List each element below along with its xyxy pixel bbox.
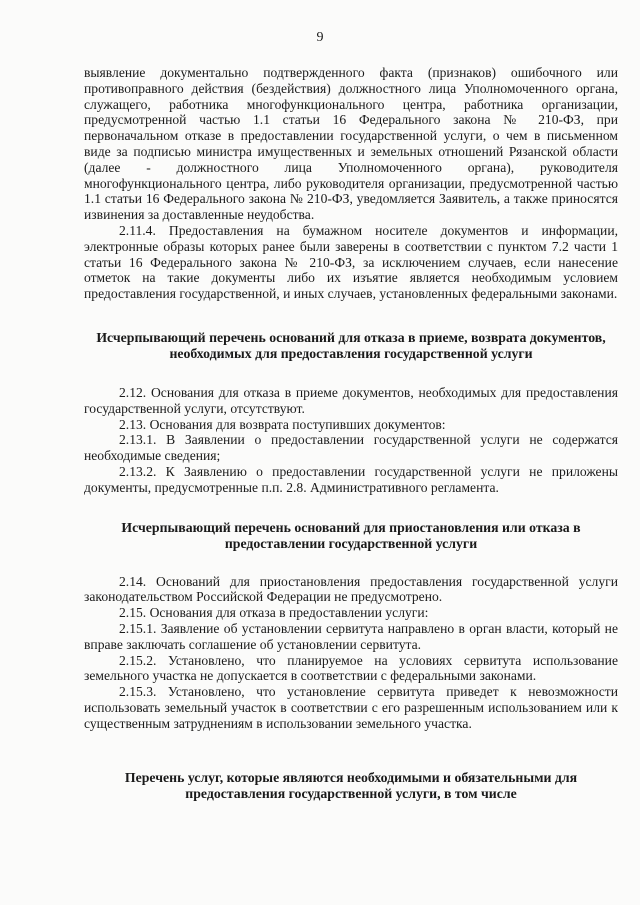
section-heading-suspension-refusal: Исчерпывающий перечень оснований для приостановления или отказа в предоставлении государственной услуги — [121, 519, 581, 551]
paragraph-2-13: 2.13. Основания для возврата поступивших документов: — [119, 416, 446, 432]
page-number: 9 — [316, 30, 324, 45]
section-heading-required-services: Перечень услуг, которые являются необходимыми и обязательными для предоставления государственной услуги, в том числе — [124, 769, 578, 801]
paragraph-2-12: 2.12. Основания для отказа в приеме документов, необходимых для предоставления государственной услуги, отсутствуют. — [84, 384, 618, 416]
paragraph-2-15-2: 2.15.2. Установлено, что планируемое на условиях сервитута использование земельного участка не допускается в соответствии с федеральными законами. — [84, 652, 618, 684]
paragraph-2-15-1: 2.15.1. Заявление об установлении сервитута направлено в орган власти, который не вправе заключать соглашение об установлении сервитута. — [84, 620, 618, 652]
paragraph-2-13-1: 2.13.1. В Заявлении о предоставлении государственной услуги не содержатся необходимые сведения; — [84, 432, 618, 464]
paragraph-2-13-2: 2.13.2. К Заявлению о предоставлении государственной услуги не приложены документы, предусмотренные п.п. 2.8. Административного регламента. — [84, 463, 618, 495]
paragraph-error-detection: выявление документально подтвержденного факта (признаков) ошибочного или противоправного действия (бездействия) должностного лица Уполномоченного органа, служащего, работника многофункционального центра, работника организации, предусмотренной частью 1.1 статьи 16 Федерального закона № 210-ФЗ, при первоначальном отказе в предоставлении государственной услуги, о чем в письменном виде за подписью министра имущественных и земельных отношений Рязанской области (далее - должностного лица Уполномоченного органа), руководителя многофункционального центра, либо руководителя организации, предусмотренной частью 1.1 статьи 16 Федерального закона № 210-ФЗ, уведомляется Заявитель, а также приносятся извинения за доставленные неудобства. — [84, 65, 618, 223]
document-body — [84, 65, 618, 802]
paragraph-2-11-4: 2.11.4. Предоставления на бумажном носителе документов и информации, электронные образы которых ранее были заверены в соответствии с пунктом 7.2 части 1 статьи 16 Федерального закона № 210-ФЗ, за исключением случаев, если нанесение отметок на такие документы либо их изъятие является необходимым условием предоставления государственной, и иных случаев, установленных федеральными законами. — [84, 222, 618, 302]
paragraph-2-14: 2.14. Оснований для приостановления предоставления государственной услуги законодательством Российской Федерации не предусмотрено. — [84, 573, 618, 605]
paragraph-2-15-3: 2.15.3. Установлено, что установление сервитута приведет к невозможности использовать земельный участок в соответствии с его разрешенным использованием или к существенным затруднениям в использовании земельного участка. — [84, 684, 618, 731]
section-heading-refusal-reception: Исчерпывающий перечень оснований для отказа в приеме, возврата документов, необходимых для предоставления государственной услуги — [96, 329, 606, 361]
paragraph-2-15: 2.15. Основания для отказа в предоставлении услуги: — [119, 605, 429, 621]
